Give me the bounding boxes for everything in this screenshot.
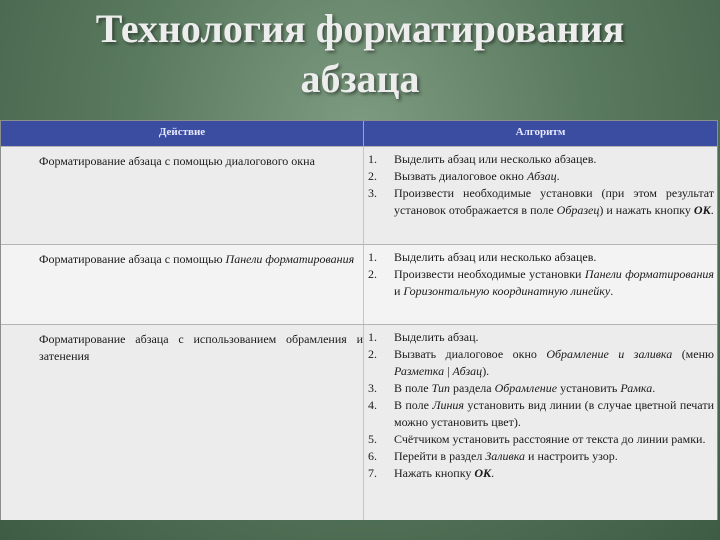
step-item <box>364 380 717 397</box>
step-number: 2. <box>368 267 377 281</box>
step-item <box>364 185 717 219</box>
step-text: Выделить абзац или несколько абзацев. <box>394 152 597 166</box>
action-cell: Форматирование абзаца с использованием обрамления и затенения <box>1 325 364 520</box>
step-item <box>364 266 717 300</box>
header-algorithm: Алгоритм <box>515 126 566 138</box>
slide-title <box>0 4 720 104</box>
action-cell: Форматирование абзаца с помощью диалогового окна <box>1 147 364 244</box>
step-item <box>364 448 717 465</box>
steps-cell <box>364 245 717 324</box>
step-text: Произвести необходимые установки Панели форматирования и Горизонтальную координатную линейку. <box>394 267 715 298</box>
step-number: 1. <box>368 250 377 264</box>
step-number: 1. <box>368 152 377 166</box>
step-number: 2. <box>368 169 377 183</box>
table-header <box>1 121 717 146</box>
step-text: Перейти в раздел Заливка и настроить узор. <box>394 449 618 463</box>
step-item <box>364 329 717 346</box>
table-row <box>1 324 717 520</box>
title-line-1: Технология форматирования <box>95 6 625 51</box>
step-item <box>364 168 717 185</box>
step-text: Счётчиком установить расстояние от текста до линии рамки. <box>394 432 706 446</box>
step-number: 3. <box>368 186 377 200</box>
table-row <box>1 244 717 324</box>
steps-cell <box>364 147 717 244</box>
step-text: В поле Тип раздела Обрамление установить Рамка. <box>394 381 656 395</box>
action-cell: Форматирование абзаца с помощью Панели форматирования <box>1 245 364 324</box>
step-text: Вызвать диалоговое окно Абзац. <box>394 169 560 183</box>
steps-cell <box>364 325 717 520</box>
step-number: 7. <box>368 466 377 480</box>
step-item <box>364 397 717 431</box>
header-action: Действие <box>1 121 364 146</box>
step-text: Выделить абзац. <box>394 330 479 344</box>
step-text: Выделить абзац или несколько абзацев. <box>394 250 597 264</box>
step-number: 2. <box>368 347 377 361</box>
step-number: 5. <box>368 432 377 446</box>
step-text: Нажать кнопку ОК. <box>394 466 495 480</box>
step-item <box>364 249 717 266</box>
step-item <box>364 151 717 168</box>
step-text: В поле Линия установить вид линии (в случае цветной печати можно установить цвет). <box>394 398 714 429</box>
table-row <box>1 146 717 244</box>
step-number: 4. <box>368 398 377 412</box>
step-text: Вызвать диалоговое окно Обрамление и заливка (меню Разметка | Абзац). <box>394 347 714 378</box>
title-line-2: абзаца <box>300 56 420 101</box>
step-item <box>364 431 717 448</box>
step-item <box>364 465 717 482</box>
step-number: 3. <box>368 381 377 395</box>
step-item <box>364 346 717 380</box>
step-number: 6. <box>368 449 377 463</box>
step-number: 1. <box>368 330 377 344</box>
algorithm-table <box>0 120 718 520</box>
step-text: Произвести необходимые установки (при этом результат установок отображается в поле Образец) и нажать кнопку ОК. <box>394 186 714 217</box>
